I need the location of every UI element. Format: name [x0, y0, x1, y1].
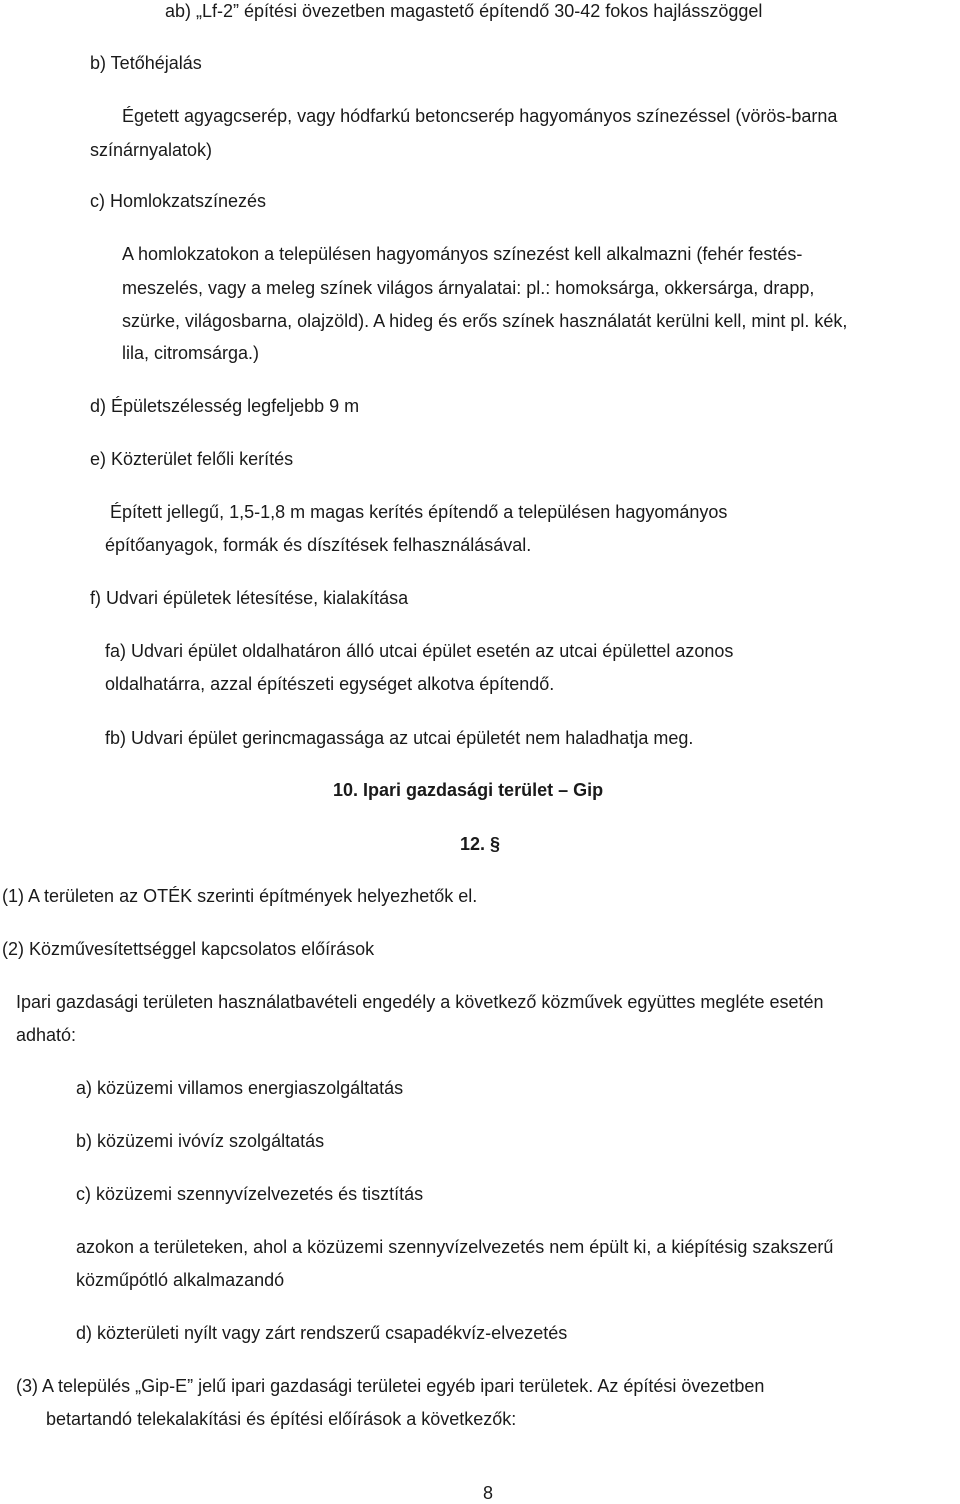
- utility-b: b) közüzemi ivóvíz szolgáltatás: [76, 1131, 325, 1151]
- facade-text-line2: meszelés, vagy a meleg színek világos árnyalatai: pl.: homoksárga, okkersárga, drapp,: [122, 278, 815, 298]
- e-fence-heading: e) Közterület felőli kerítés: [90, 449, 294, 469]
- utilities-text-line1: Ipari gazdasági területen használatbavételi engedély a következő közművek együttes megléte esetén: [16, 992, 824, 1012]
- fb-text: fb) Udvari épület gerincmagassága az utcai épületét nem haladhatja meg.: [105, 728, 694, 748]
- roofing-text-line1: Égetett agyagcserép, vagy hódfarkú betoncserép hagyományos színezéssel (vörös-barna: [122, 106, 838, 126]
- section-heading: 10. Ipari gazdasági terület – Gip: [333, 780, 604, 800]
- item-3-line1: (3) A település „Gip-E” jelű ipari gazdasági területei egyéb ipari területek. Az építési övezetben: [16, 1376, 765, 1396]
- utilities-text-line2: adható:: [16, 1025, 77, 1045]
- utility-c: c) közüzemi szennyvízelvezetés és tisztítás: [76, 1184, 424, 1204]
- fence-text-line2: építőanyagok, formák és díszítések felhasználásával.: [105, 535, 532, 555]
- f-yard-buildings-heading: f) Udvari épületek létesítése, kialakítása: [90, 588, 409, 608]
- facade-text-line1: A homlokzatokon a településen hagyományos színezést kell alkalmazni (fehér festés-: [122, 244, 803, 264]
- d-building-width: d) Épületszélesség legfeljebb 9 m: [90, 396, 360, 416]
- fence-text-line1: Épített jellegű, 1,5-1,8 m magas kerítés építendő a településen hagyományos: [110, 502, 728, 522]
- fa-text-line2: oldalhatárra, azzal építészeti egységet alkotva építendő.: [105, 674, 555, 694]
- item-3-line2: betartandó telekalakítási és építési előírások a következők:: [46, 1409, 517, 1429]
- utility-a: a) közüzemi villamos energiaszolgáltatás: [76, 1078, 404, 1098]
- page-number: 8: [483, 1483, 494, 1503]
- paragraph-number: 12. §: [460, 834, 501, 854]
- roofing-text-line2: színárnyalatok): [90, 140, 213, 160]
- facade-text-line4: lila, citromsárga.): [122, 343, 260, 363]
- c-facade-heading: c) Homlokzatszínezés: [90, 191, 267, 211]
- fa-text-line1: fa) Udvari épület oldalhatáron álló utcai épület esetén az utcai épülettel azonos: [105, 641, 734, 661]
- b-roofing-heading: b) Tetőhéjalás: [90, 53, 202, 73]
- ab-roof-pitch-rule: ab) „Lf-2” építési övezetben magastető építendő 30-42 fokos hajlásszöggel: [165, 1, 763, 21]
- facade-text-line3: szürke, világosbarna, olajzöld). A hideg és erős színek használatát kerülni kell, mint pl. kék,: [122, 311, 848, 331]
- item-1: (1) A területen az OTÉK szerinti építmények helyezhetők el.: [2, 886, 478, 906]
- item-2-heading: (2) Közművesítettséggel kapcsolatos előírások: [2, 939, 375, 959]
- utility-d: d) közterületi nyílt vagy zárt rendszerű csapadékvíz-elvezetés: [76, 1323, 568, 1343]
- utility-c-note-line1: azokon a területeken, ahol a közüzemi szennyvízelvezetés nem épült ki, a kiépítésig szakszerű: [76, 1237, 834, 1257]
- utility-c-note-line2: közműpótló alkalmazandó: [76, 1270, 285, 1290]
